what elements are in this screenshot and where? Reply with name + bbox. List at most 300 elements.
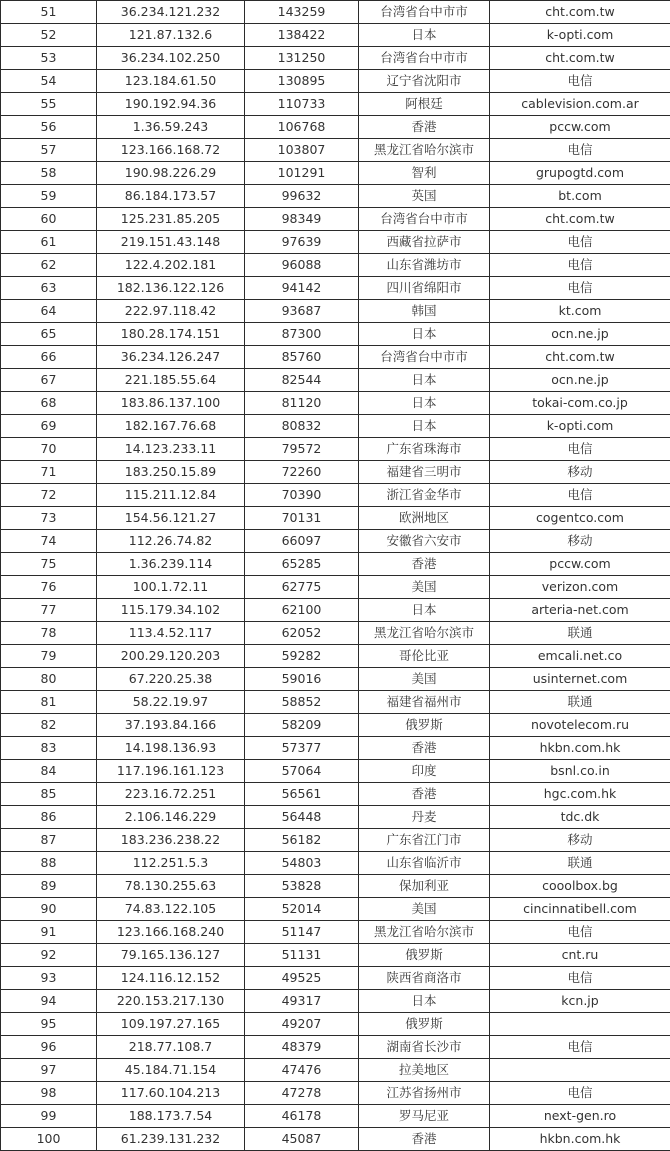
rank-cell: 95 [1,1013,97,1036]
count-cell: 80832 [245,415,359,438]
count-cell: 79572 [245,438,359,461]
ip-address-cell: 183.236.238.22 [97,829,245,852]
table-row [1,300,670,323]
count-cell: 54803 [245,852,359,875]
table-row [1,1128,670,1151]
rank-cell: 84 [1,760,97,783]
table-row [1,346,670,369]
table-row [1,24,670,47]
count-cell: 58209 [245,714,359,737]
count-cell: 48379 [245,1036,359,1059]
table-row [1,829,670,852]
ip-address-cell: 86.184.173.57 [97,185,245,208]
ip-address-cell: 100.1.72.11 [97,576,245,599]
rank-cell: 58 [1,162,97,185]
table-row [1,415,670,438]
ip-address-cell: 14.198.136.93 [97,737,245,760]
count-cell: 56182 [245,829,359,852]
location-cell: 香港 [359,783,490,806]
table-row [1,668,670,691]
ip-address-cell: 36.234.102.250 [97,47,245,70]
ip-address-cell: 220.153.217.130 [97,990,245,1013]
location-cell: 香港 [359,737,490,760]
isp-cell: arteria-net.com [490,599,670,622]
location-cell: 台湾省台中市市 [359,1,490,24]
isp-cell: next-gen.ro [490,1105,670,1128]
location-cell: 日本 [359,369,490,392]
location-cell: 湖南省长沙市 [359,1036,490,1059]
rank-cell: 92 [1,944,97,967]
rank-cell: 64 [1,300,97,323]
isp-cell: k-opti.com [490,415,670,438]
isp-cell: cht.com.tw [490,208,670,231]
ip-address-cell: 123.166.168.240 [97,921,245,944]
rank-cell: 51 [1,1,97,24]
ip-address-cell: 123.166.168.72 [97,139,245,162]
isp-cell: 移动 [490,530,670,553]
isp-cell: ocn.ne.jp [490,369,670,392]
rank-cell: 98 [1,1082,97,1105]
isp-cell: cogentco.com [490,507,670,530]
count-cell: 66097 [245,530,359,553]
location-cell: 黑龙江省哈尔滨市 [359,622,490,645]
ip-address-cell: 2.106.146.229 [97,806,245,829]
table-row [1,852,670,875]
table-body [1,1,670,1151]
ip-address-cell: 183.250.15.89 [97,461,245,484]
isp-cell: pccw.com [490,553,670,576]
table-row [1,553,670,576]
table-row [1,783,670,806]
rank-cell: 100 [1,1128,97,1151]
table-row [1,1082,670,1105]
table-row [1,461,670,484]
location-cell: 福建省福州市 [359,691,490,714]
count-cell: 72260 [245,461,359,484]
table-row [1,760,670,783]
ip-address-cell: 121.87.132.6 [97,24,245,47]
location-cell: 台湾省台中市市 [359,47,490,70]
isp-cell: kcn.jp [490,990,670,1013]
location-cell: 日本 [359,24,490,47]
rank-cell: 82 [1,714,97,737]
ip-address-cell: 188.173.7.54 [97,1105,245,1128]
count-cell: 56448 [245,806,359,829]
isp-cell: cht.com.tw [490,1,670,24]
location-cell: 香港 [359,553,490,576]
rank-cell: 60 [1,208,97,231]
rank-cell: 65 [1,323,97,346]
count-cell: 110733 [245,93,359,116]
ip-address-cell: 117.60.104.213 [97,1082,245,1105]
isp-cell: 移动 [490,829,670,852]
location-cell: 日本 [359,323,490,346]
ip-address-cell: 36.234.121.232 [97,1,245,24]
count-cell: 57064 [245,760,359,783]
ip-address-cell: 200.29.120.203 [97,645,245,668]
isp-cell: k-opti.com [490,24,670,47]
location-cell: 台湾省台中市市 [359,208,490,231]
isp-cell: kt.com [490,300,670,323]
count-cell: 131250 [245,47,359,70]
ip-address-cell: 67.220.25.38 [97,668,245,691]
ip-address-cell: 74.83.122.105 [97,898,245,921]
table-row [1,438,670,461]
rank-cell: 72 [1,484,97,507]
location-cell: 江苏省扬州市 [359,1082,490,1105]
count-cell: 49207 [245,1013,359,1036]
count-cell: 93687 [245,300,359,323]
rank-cell: 81 [1,691,97,714]
location-cell: 阿根廷 [359,93,490,116]
rank-cell: 90 [1,898,97,921]
isp-cell: grupogtd.com [490,162,670,185]
table-row [1,530,670,553]
ip-address-cell: 125.231.85.205 [97,208,245,231]
count-cell: 56561 [245,783,359,806]
count-cell: 47476 [245,1059,359,1082]
table-row [1,323,670,346]
isp-cell: 电信 [490,967,670,990]
isp-cell: 电信 [490,277,670,300]
count-cell: 62100 [245,599,359,622]
location-cell: 福建省三明市 [359,461,490,484]
ip-address-cell: 221.185.55.64 [97,369,245,392]
table-row [1,162,670,185]
isp-cell: 电信 [490,1036,670,1059]
ip-address-cell: 115.179.34.102 [97,599,245,622]
count-cell: 87300 [245,323,359,346]
rank-cell: 89 [1,875,97,898]
location-cell: 广东省珠海市 [359,438,490,461]
location-cell: 俄罗斯 [359,1013,490,1036]
table-row [1,116,670,139]
table-row [1,944,670,967]
ip-address-cell: 223.16.72.251 [97,783,245,806]
ip-address-cell: 115.211.12.84 [97,484,245,507]
rank-cell: 73 [1,507,97,530]
location-cell: 陕西省商洛市 [359,967,490,990]
ip-address-cell: 112.26.74.82 [97,530,245,553]
ip-address-cell: 180.28.174.151 [97,323,245,346]
table-row [1,185,670,208]
rank-cell: 97 [1,1059,97,1082]
table-row [1,875,670,898]
location-cell: 山东省临沂市 [359,852,490,875]
location-cell: 黑龙江省哈尔滨市 [359,139,490,162]
ip-address-cell: 36.234.126.247 [97,346,245,369]
isp-cell: cablevision.com.ar [490,93,670,116]
table-row [1,369,670,392]
rank-cell: 57 [1,139,97,162]
ip-address-cell: 109.197.27.165 [97,1013,245,1036]
count-cell: 99632 [245,185,359,208]
location-cell: 日本 [359,599,490,622]
isp-cell: 联通 [490,622,670,645]
location-cell: 拉美地区 [359,1059,490,1082]
table-row [1,208,670,231]
isp-cell: ocn.ne.jp [490,323,670,346]
ip-address-cell: 182.136.122.126 [97,277,245,300]
count-cell: 101291 [245,162,359,185]
count-cell: 49317 [245,990,359,1013]
isp-cell: 电信 [490,438,670,461]
rank-cell: 79 [1,645,97,668]
table-row [1,645,670,668]
rank-cell: 61 [1,231,97,254]
ip-address-cell: 1.36.239.114 [97,553,245,576]
ip-address-cell: 218.77.108.7 [97,1036,245,1059]
table-row [1,622,670,645]
count-cell: 96088 [245,254,359,277]
table-row [1,70,670,93]
rank-cell: 86 [1,806,97,829]
table-row [1,254,670,277]
count-cell: 81120 [245,392,359,415]
location-cell: 四川省绵阳市 [359,277,490,300]
ip-address-cell: 122.4.202.181 [97,254,245,277]
count-cell: 52014 [245,898,359,921]
rank-cell: 55 [1,93,97,116]
location-cell: 印度 [359,760,490,783]
rank-cell: 59 [1,185,97,208]
rank-cell: 70 [1,438,97,461]
table-row [1,714,670,737]
rank-cell: 83 [1,737,97,760]
location-cell: 香港 [359,116,490,139]
count-cell: 59016 [245,668,359,691]
rank-cell: 88 [1,852,97,875]
ip-address-cell: 123.184.61.50 [97,70,245,93]
table-row [1,806,670,829]
count-cell: 62052 [245,622,359,645]
rank-cell: 91 [1,921,97,944]
count-cell: 46178 [245,1105,359,1128]
count-cell: 97639 [245,231,359,254]
ip-address-cell: 154.56.121.27 [97,507,245,530]
rank-cell: 67 [1,369,97,392]
location-cell: 保加利亚 [359,875,490,898]
count-cell: 45087 [245,1128,359,1151]
location-cell: 日本 [359,415,490,438]
isp-cell: hkbn.com.hk [490,1128,670,1151]
isp-cell: hgc.com.hk [490,783,670,806]
count-cell: 138422 [245,24,359,47]
ip-address-cell: 190.192.94.36 [97,93,245,116]
table-row [1,1036,670,1059]
location-cell: 台湾省台中市市 [359,346,490,369]
table-row [1,1105,670,1128]
isp-cell: cooolbox.bg [490,875,670,898]
count-cell: 85760 [245,346,359,369]
ip-address-cell: 183.86.137.100 [97,392,245,415]
table-row [1,277,670,300]
ip-address-cell: 78.130.255.63 [97,875,245,898]
isp-cell: 联通 [490,691,670,714]
rank-cell: 76 [1,576,97,599]
location-cell: 黑龙江省哈尔滨市 [359,921,490,944]
isp-cell: 电信 [490,70,670,93]
ip-address-cell: 222.97.118.42 [97,300,245,323]
count-cell: 49525 [245,967,359,990]
count-cell: 62775 [245,576,359,599]
isp-cell [490,1013,670,1036]
location-cell: 日本 [359,392,490,415]
location-cell: 丹麦 [359,806,490,829]
rank-cell: 77 [1,599,97,622]
ip-address-cell: 58.22.19.97 [97,691,245,714]
location-cell: 美国 [359,576,490,599]
location-cell: 俄罗斯 [359,944,490,967]
ip-address-cell: 113.4.52.117 [97,622,245,645]
count-cell: 94142 [245,277,359,300]
isp-cell: 电信 [490,231,670,254]
isp-cell: 电信 [490,139,670,162]
rank-cell: 96 [1,1036,97,1059]
table-row [1,1059,670,1082]
isp-cell: 电信 [490,484,670,507]
isp-cell: 电信 [490,1082,670,1105]
table-row [1,576,670,599]
isp-cell: tokai-com.co.jp [490,392,670,415]
table-row [1,898,670,921]
table-row [1,392,670,415]
isp-cell: cht.com.tw [490,47,670,70]
location-cell: 智利 [359,162,490,185]
table-row [1,507,670,530]
location-cell: 日本 [359,990,490,1013]
isp-cell: 电信 [490,921,670,944]
isp-cell: pccw.com [490,116,670,139]
rank-cell: 94 [1,990,97,1013]
location-cell: 美国 [359,668,490,691]
isp-cell: cnt.ru [490,944,670,967]
location-cell: 俄罗斯 [359,714,490,737]
rank-cell: 53 [1,47,97,70]
rank-cell: 69 [1,415,97,438]
location-cell: 浙江省金华市 [359,484,490,507]
count-cell: 70390 [245,484,359,507]
table-row [1,967,670,990]
rank-cell: 85 [1,783,97,806]
ip-address-cell: 219.151.43.148 [97,231,245,254]
count-cell: 103807 [245,139,359,162]
isp-cell: hkbn.com.hk [490,737,670,760]
rank-cell: 52 [1,24,97,47]
isp-cell: tdc.dk [490,806,670,829]
count-cell: 53828 [245,875,359,898]
ip-address-cell: 61.239.131.232 [97,1128,245,1151]
location-cell: 哥伦比亚 [359,645,490,668]
isp-cell: bt.com [490,185,670,208]
location-cell: 欧洲地区 [359,507,490,530]
rank-cell: 78 [1,622,97,645]
isp-cell: 电信 [490,254,670,277]
table-row [1,990,670,1013]
count-cell: 58852 [245,691,359,714]
count-cell: 51131 [245,944,359,967]
count-cell: 65285 [245,553,359,576]
table-row [1,139,670,162]
location-cell: 香港 [359,1128,490,1151]
isp-cell: verizon.com [490,576,670,599]
table-row [1,484,670,507]
location-cell: 韩国 [359,300,490,323]
location-cell: 英国 [359,185,490,208]
table-row [1,1,670,24]
table-row [1,737,670,760]
count-cell: 143259 [245,1,359,24]
table-row [1,599,670,622]
count-cell: 106768 [245,116,359,139]
count-cell: 82544 [245,369,359,392]
isp-cell: 移动 [490,461,670,484]
ip-address-cell: 45.184.71.154 [97,1059,245,1082]
location-cell: 山东省潍坊市 [359,254,490,277]
isp-cell: cincinnatibell.com [490,898,670,921]
location-cell: 罗马尼亚 [359,1105,490,1128]
ip-address-cell: 14.123.233.11 [97,438,245,461]
location-cell: 美国 [359,898,490,921]
count-cell: 70131 [245,507,359,530]
location-cell: 安徽省六安市 [359,530,490,553]
rank-cell: 80 [1,668,97,691]
ip-address-cell: 190.98.226.29 [97,162,245,185]
rank-cell: 62 [1,254,97,277]
isp-cell [490,1059,670,1082]
rank-cell: 63 [1,277,97,300]
ip-address-cell: 117.196.161.123 [97,760,245,783]
ip-address-cell: 112.251.5.3 [97,852,245,875]
rank-cell: 56 [1,116,97,139]
table-row [1,1013,670,1036]
rank-cell: 66 [1,346,97,369]
isp-cell: usinternet.com [490,668,670,691]
ip-address-cell: 124.116.12.152 [97,967,245,990]
location-cell: 辽宁省沈阳市 [359,70,490,93]
rank-cell: 68 [1,392,97,415]
count-cell: 51147 [245,921,359,944]
isp-cell: bsnl.co.in [490,760,670,783]
table-row [1,93,670,116]
isp-cell: emcali.net.co [490,645,670,668]
location-cell: 西藏省拉萨市 [359,231,490,254]
count-cell: 59282 [245,645,359,668]
count-cell: 47278 [245,1082,359,1105]
count-cell: 130895 [245,70,359,93]
count-cell: 98349 [245,208,359,231]
rank-cell: 93 [1,967,97,990]
table-row [1,231,670,254]
isp-cell: novotelecom.ru [490,714,670,737]
rank-cell: 75 [1,553,97,576]
table-row [1,921,670,944]
table-row [1,691,670,714]
count-cell: 57377 [245,737,359,760]
ip-address-cell: 37.193.84.166 [97,714,245,737]
rank-cell: 71 [1,461,97,484]
ip-address-cell: 182.167.76.68 [97,415,245,438]
rank-cell: 54 [1,70,97,93]
rank-cell: 74 [1,530,97,553]
isp-cell: cht.com.tw [490,346,670,369]
table-row [1,47,670,70]
rank-cell: 87 [1,829,97,852]
rank-cell: 99 [1,1105,97,1128]
isp-cell: 联通 [490,852,670,875]
ip-address-cell: 79.165.136.127 [97,944,245,967]
ip-address-cell: 1.36.59.243 [97,116,245,139]
